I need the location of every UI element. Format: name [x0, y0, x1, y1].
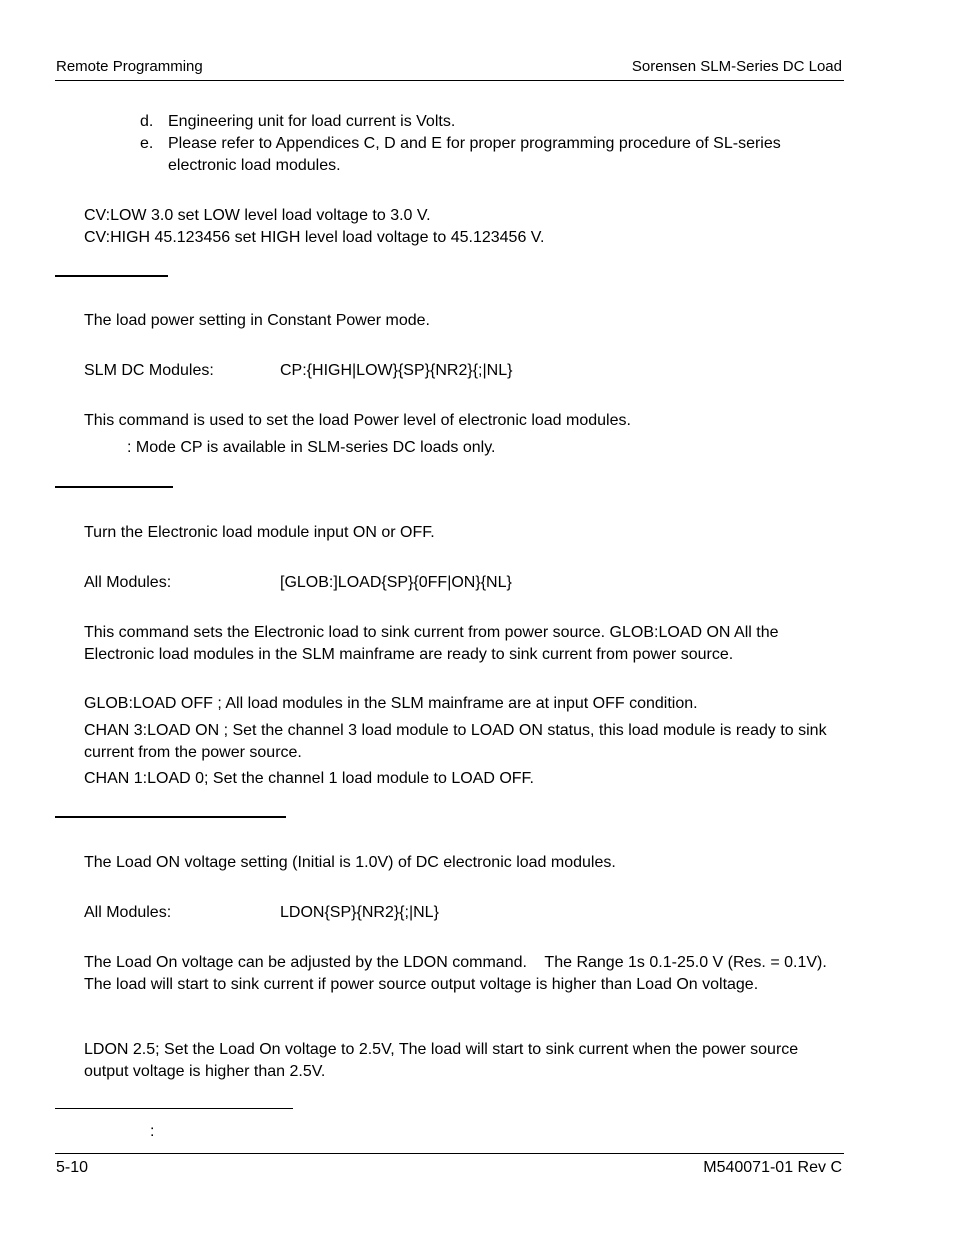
cv-example: CV:LOW 3.0 set LOW level load voltage to 3.0 V.: [84, 207, 431, 224]
footer-divider: [55, 1153, 844, 1154]
note-text: Engineering unit for load current is Volts.: [168, 113, 456, 130]
note-text: Please refer to Appendices C, D and E for proper programming procedure of SL-series electronic load modules.: [168, 135, 781, 174]
ldon-description: The Load ON voltage setting (Initial is 1.0V) of DC electronic load modules.: [84, 854, 616, 871]
load-example: GLOB:LOAD OFF ; All load modules in the SLM mainframe are at input OFF condition.: [84, 695, 698, 712]
page-number: 5-10: [56, 1159, 89, 1176]
cp-detail: This command is used to set the load Power level of electronic load modules.: [84, 412, 631, 429]
cp-description: The load power setting in Constant Power mode.: [84, 312, 430, 329]
ldon-example: LDON 2.5; Set the Load On voltage to 2.5V, The load will start to sink current when the power source output voltage is higher than 2.5V.: [84, 1041, 799, 1080]
footnote-text: :: [150, 1123, 155, 1140]
footnote-rule: [55, 1108, 293, 1109]
ldon-syntax-label: All Modules:: [84, 904, 172, 921]
load-syntax-label: All Modules:: [84, 574, 172, 591]
section-rule-load: [55, 486, 173, 488]
cp-syntax-label: SLM DC Modules:: [84, 362, 214, 379]
load-syntax: [GLOB:]LOAD{SP}{0FF|ON}{NL}: [280, 574, 512, 591]
document-revision: M540071-01 Rev C: [703, 1159, 842, 1176]
section-rule-ldon: [55, 816, 286, 818]
note-marker: d.: [140, 113, 154, 130]
load-example: CHAN 3:LOAD ON ; Set the channel 3 load module to LOAD ON status, this load module is ready to sink current from the power source.: [84, 722, 827, 761]
section-rule-cp: [55, 275, 168, 277]
ldon-syntax: LDON{SP}{NR2}{;|NL}: [280, 904, 439, 921]
header-divider: [55, 80, 844, 81]
load-detail: This command sets the Electronic load to sink current from power source. GLOB:LOAD ON All the Electronic load modules in the SLM mainframe are ready to sink current from power source.: [84, 624, 779, 663]
cv-example: CV:HIGH 45.123456 set HIGH level load voltage to 45.123456 V.: [84, 229, 545, 246]
ldon-detail: The Load On voltage can be adjusted by the LDON command. The Range 1s 0.1-25.0 V (Res. = 0.1V). The load will start to sink current if power source output voltage is higher than Load On voltage.: [84, 954, 831, 993]
header-document-title: Sorensen SLM-Series DC Load: [631, 58, 842, 75]
header-section-title: Remote Programming: [56, 58, 203, 75]
cp-note: : Mode CP is available in SLM-series DC loads only.: [127, 439, 496, 456]
cp-syntax: CP:{HIGH|LOW}{SP}{NR2}{;|NL}: [280, 362, 513, 379]
load-description: Turn the Electronic load module input ON or OFF.: [84, 524, 435, 541]
note-marker: e.: [140, 135, 154, 152]
load-example: CHAN 1:LOAD 0; Set the channel 1 load module to LOAD OFF.: [84, 770, 534, 787]
